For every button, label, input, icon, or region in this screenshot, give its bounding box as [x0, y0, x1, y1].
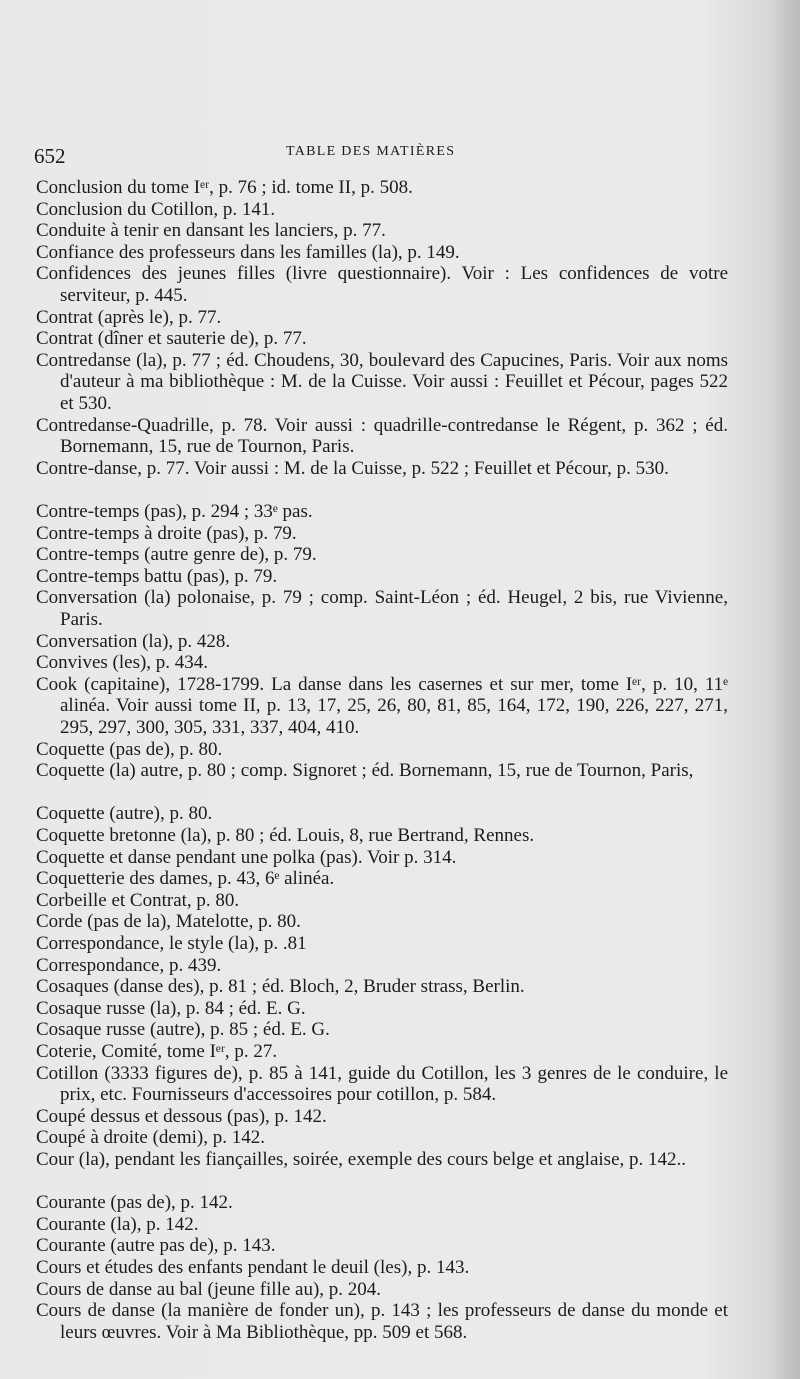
index-entry: Correspondance, le style (la), p. .81	[36, 933, 307, 954]
index-entry: Coquette bretonne (la), p. 80 ; éd. Louis, 8, rue Bertrand, Rennes.	[36, 825, 535, 846]
index-entry: Contrat (après le), p. 77.	[36, 306, 222, 328]
index-entry: Contredanse (la), p. 77 ; éd. Choudens, 30, boulevard des Capucines, Paris. Voir aux noms d'auteur à ma bibliothèque : M. de la Cuisse. Voir aussi : Feuillet et Pécour, pages 522 et 530.	[36, 349, 728, 414]
index-entry: Cours de danse (la manière de fonder un), p. 143 ; les professeurs de danse du monde et leurs œuvres. Voir à Ma Bibliothèque, pp. 509 et 568.	[36, 1300, 728, 1343]
index-entry: Conclusion du Cotillon, p. 141.	[36, 198, 276, 220]
index-entry: Coupé à droite (demi), p. 142.	[36, 1127, 266, 1149]
index-entry: Conversation (la), p. 428.	[36, 630, 231, 652]
index-entry: Corbeille et Contrat, p. 80.	[36, 889, 240, 911]
index-entry: Cook (capitaine), 1728-1799. La danse dans les casernes et sur mer, tome Iᵉʳ, p. 10, 11ᵉ alinéa. Voir aussi tome II, p. 13, 17, 25, 26, 80, 81, 85, 164, 172, 190, 226, 227, 271, 295, 297, 300, 305, 331, 337, 404, 410.	[36, 673, 728, 738]
index-entry: Cotillon (3333 figures de), p. 85 à 141, guide du Cotillon, les 3 genres de le conduire, le prix, etc. Fournisseurs d'accessoires pour cotillon, p. 584.	[36, 1062, 728, 1106]
index-entry: Contre-temps battu (pas), p. 79.	[36, 565, 278, 587]
index-entry: Cours et études des enfants pendant le deuil (les), p. 143.	[36, 1257, 470, 1278]
index-entry: Corde (pas de la), Matelotte, p. 80.	[36, 911, 301, 933]
index-entry: Cosaques (danse des), p. 81 ; éd. Bloch, 2, Bruder strass, Berlin.	[36, 976, 525, 998]
index-entry: Conduite à tenir en dansant les lanciers, p. 77.	[36, 220, 386, 242]
index-entry: Confiance des professeurs dans les familles (la), p. 149.	[36, 241, 460, 263]
index-entry: Conclusion du tome Iᵉʳ, p. 76 ; id. tome II, p. 508.	[36, 177, 413, 198]
index-entry: Confidences des jeunes filles (livre questionnaire). Voir : Les confidences de votre serviteur, p. 445.	[36, 263, 728, 306]
index-entry: Coquette (la) autre, p. 80 ; comp. Signoret ; éd. Bornemann, 15, rue de Tournon, Paris,	[36, 760, 694, 782]
index-entry: Contre-temps à droite (pas), p. 79.	[36, 522, 297, 544]
index-entry: Courante (pas de), p. 142.	[36, 1192, 233, 1214]
page-number: 652	[34, 144, 66, 168]
index-entry: Contredanse-Quadrille, p. 78. Voir aussi : quadrille-contredanse le Régent, p. 362 ; éd. Bornemann, 15, rue de Tournon, Paris.	[36, 414, 728, 458]
index-entry: Correspondance, p. 439.	[36, 954, 222, 976]
index-entry: Coterie, Comité, tome Iᵉʳ, p. 27.	[36, 1041, 278, 1062]
index-entry: Contre-temps (autre genre de), p. 79.	[36, 544, 317, 566]
index-entry: Courante (la), p. 142.	[36, 1213, 199, 1235]
index-entry: Convives (les), p. 434.	[36, 652, 209, 674]
page-header	[0, 140, 800, 170]
index-entry: Contre-temps (pas), p. 294 ; 33ᵉ pas.	[36, 501, 313, 522]
index-entry: Cosaque russe (la), p. 84 ; éd. E. G.	[36, 997, 306, 1019]
index-entry: Coquette et danse pendant une polka (pas). Voir p. 314.	[36, 846, 457, 868]
index-entry: Coquette (pas de), p. 80.	[36, 738, 223, 760]
index-entry: Coquette (autre), p. 80.	[36, 803, 213, 825]
index-entry: Coquetterie des dames, p. 43, 6ᵉ alinéa.	[36, 868, 335, 890]
index-entry: Contre-danse, p. 77. Voir aussi : M. de la Cuisse, p. 522 ; Feuillet et Pécour, p. 530.	[36, 457, 669, 479]
index-entry: Courante (autre pas de), p. 143.	[36, 1235, 276, 1257]
index-entry: Contrat (dîner et sauterie de), p. 77.	[36, 328, 307, 350]
running-title: TABLE DES MATIÈRES	[286, 144, 456, 159]
index-entry: Cours de danse au bal (jeune fille au), p. 204.	[36, 1278, 382, 1300]
index-entry: Cosaque russe (autre), p. 85 ; éd. E. G.	[36, 1019, 330, 1041]
index-entry: Conversation (la) polonaise, p. 79 ; comp. Saint-Léon ; éd. Heugel, 2 bis, rue Vivienne, Paris.	[36, 587, 728, 630]
index-entry: Cour (la), pendant les fiançailles, soirée, exemple des cours belge et anglaise, p. 142..	[36, 1149, 686, 1170]
index-entry: Coupé dessus et dessous (pas), p. 142.	[36, 1105, 327, 1127]
